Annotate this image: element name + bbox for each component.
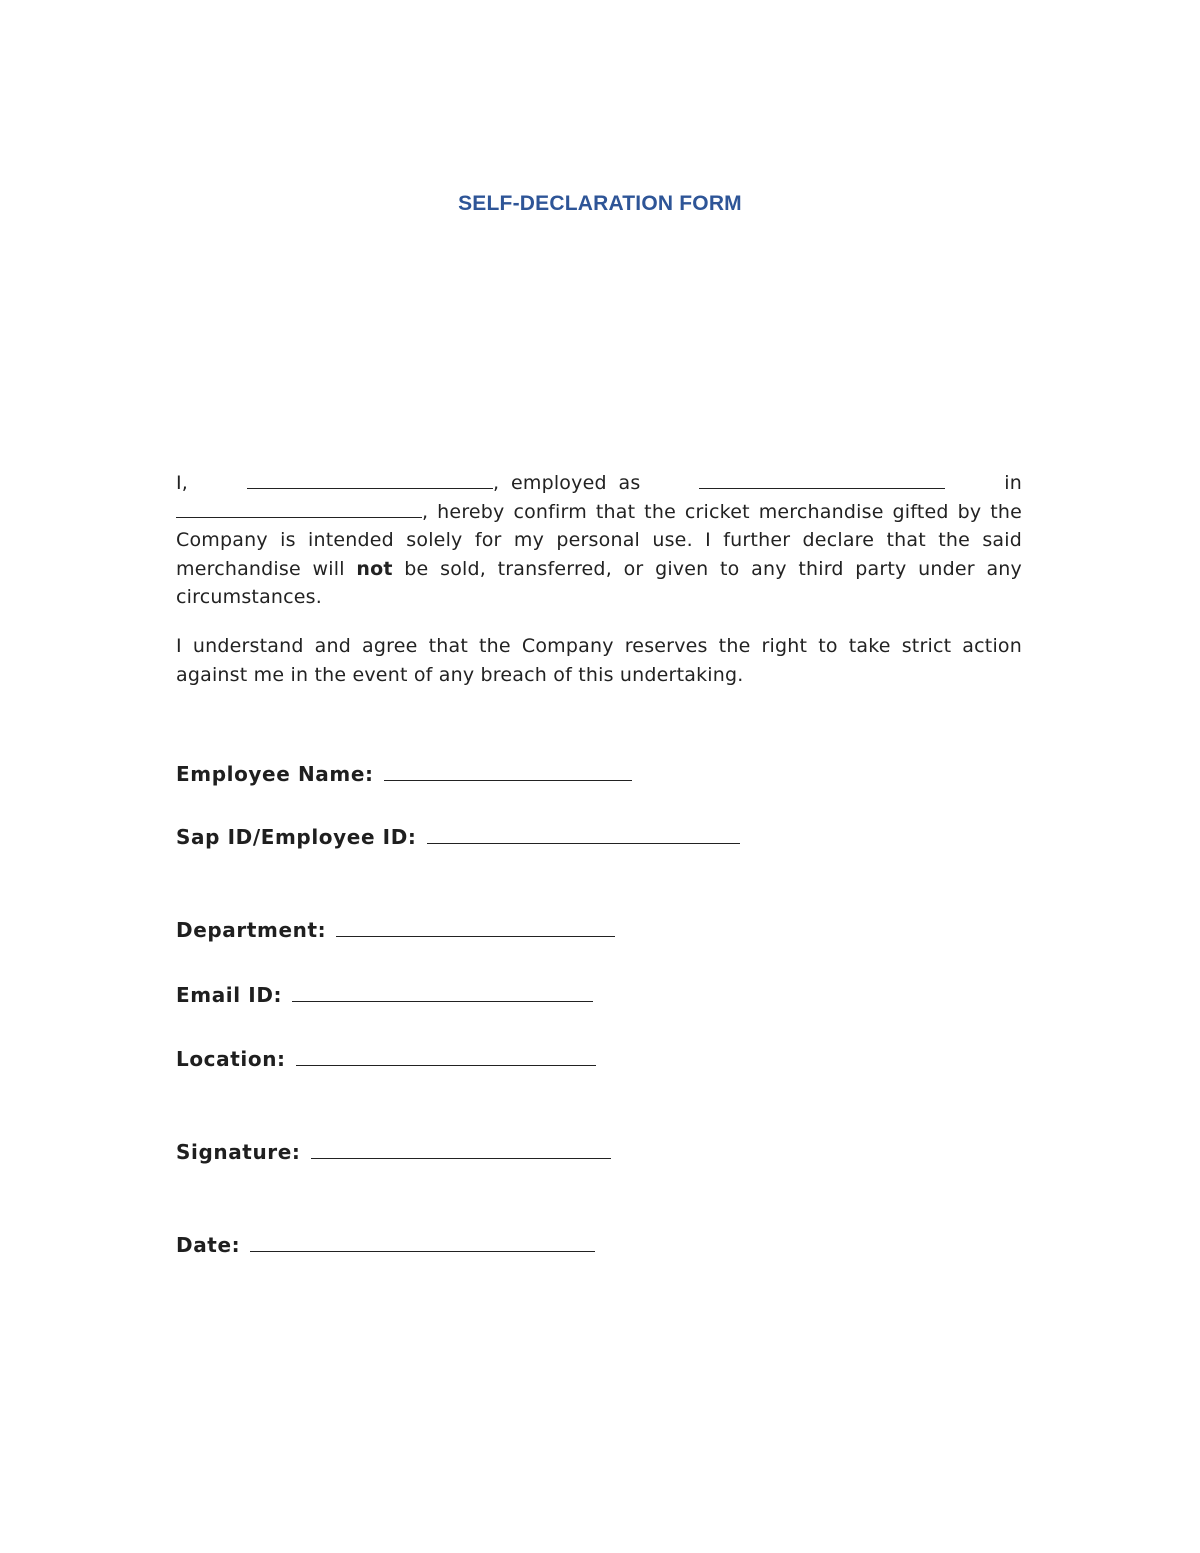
sap-id-label: Sap ID/Employee ID: [176,825,417,849]
employee-name-line[interactable] [384,762,632,781]
email-id-line[interactable] [292,983,593,1002]
name-blank[interactable] [247,470,493,489]
designation-blank[interactable] [699,470,945,489]
paragraph-text-i: I, [176,472,189,494]
department-line[interactable] [336,918,615,937]
employee-name-field [176,762,632,786]
department-field [176,918,615,942]
employee-name-label: Employee Name: [176,762,374,786]
signature-label: Signature: [176,1140,301,1164]
paragraph-text-in: in [1004,472,1022,494]
declaration-paragraph [176,469,1022,612]
paragraph-text-employed-as: , employed as [492,472,641,494]
location-label: Location: [176,1047,286,1071]
sap-id-field [176,825,740,849]
paragraph-text-not: not [356,557,393,580]
signature-field [176,1140,611,1164]
email-id-label: Email ID: [176,983,283,1007]
location-field [176,1047,596,1071]
paragraph-text-sold: be sold, transferred, or given to any third party under any circumstances. [176,557,1022,609]
location-line[interactable] [296,1047,596,1066]
department-blank[interactable] [176,499,422,518]
form-title: SELF-DECLARATION FORM [458,192,742,215]
undertaking-paragraph: I understand and agree that the Company reserves the right to take strict action against me in the event of any breach of this undertaking. [176,635,1022,686]
sap-id-line[interactable] [427,825,740,844]
department-label: Department: [176,918,327,942]
date-line[interactable] [250,1233,595,1252]
signature-line[interactable] [311,1140,611,1159]
date-field [176,1233,595,1257]
email-id-field [176,983,593,1007]
paragraph-text-confirm: , hereby confirm that the cricket merchandise gifted by the Company is intended solely for my personal use. I further declare that the said merchandise will [176,500,1022,580]
date-label: Date: [176,1233,241,1257]
